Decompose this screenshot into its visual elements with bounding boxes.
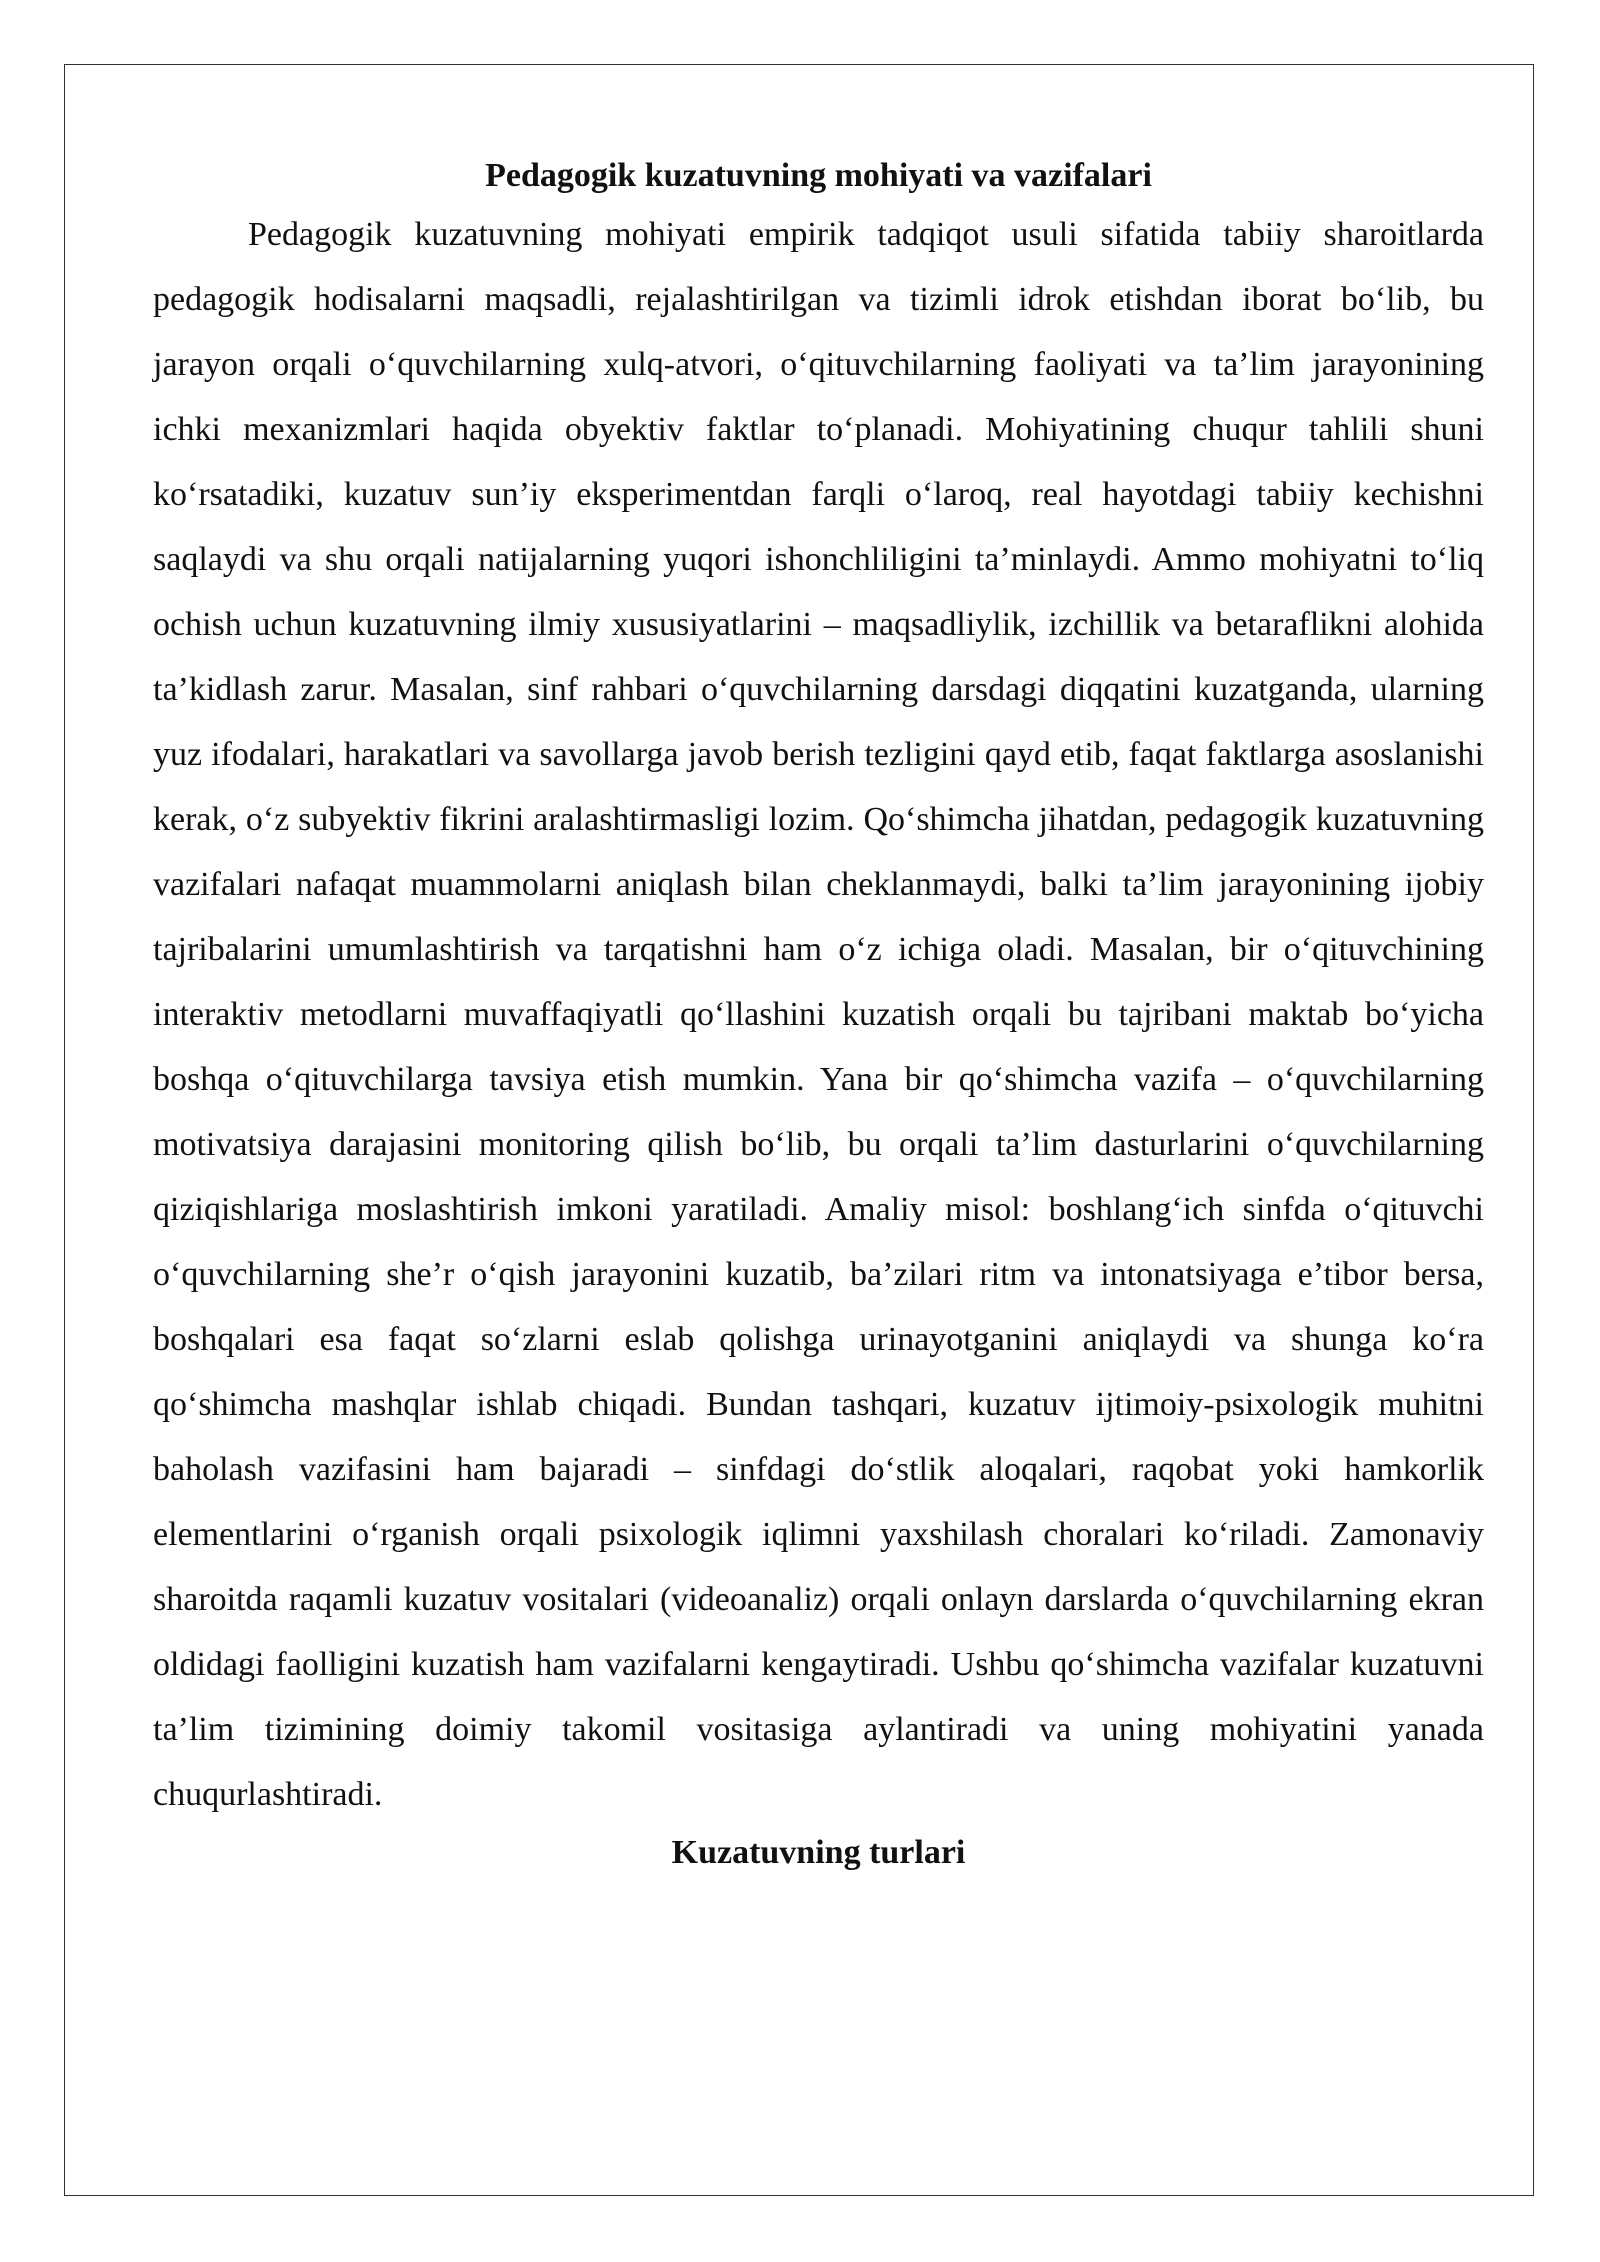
document-title: Pedagogik kuzatuvning mohiyati va vazifalari <box>485 157 1152 194</box>
body-paragraph: Pedagogik kuzatuvning mohiyati empirik tadqiqot usuli sifatida tabiiy sharoitlarda pedagogik hodisalarni maqsadli, rejalashtirilgan va tizimli idrok etishdan iborat bo‘lib, bu jarayon orqali o‘quvchilarning xulq-atvori, o‘qituvchilarning faoliyati va ta’lim jarayonining ichki mexanizmlari haqida obyektiv faktlar to‘planadi. Mohiyatining chuqur tahlili shuni ko‘rsatadiki, kuzatuv sun’iy eksperimentdan farqli o‘laroq, real hayotdagi tabiiy kechishni saqlaydi va shu orqali natijalarning yuqori ishonchliligini ta’minlaydi. Ammo mohiyatni to‘liq ochish uchun kuzatuvning ilmiy xususiyatlarini – maqsadliylik, izchillik va betaraflikni alohida ta’kidlash zarur. Masalan, sinf rahbari o‘quvchilarning darsdagi diqqatini kuzatganda, ularning yuz ifodalari, harakatlari va savollarga javob berish tezligini qayd etib, faqat faktlarga asoslanishi kerak, o‘z subyektiv fikrini aralashtirmasligi lozim. Qo‘shimcha jihatdan, pedagogik kuzatuvning vazifalari nafaqat muammolarni aniqlash bilan cheklanmaydi, balki ta’lim jarayonining ijobiy tajribalarini umumlashtirish va tarqatishni ham o‘z ichiga oladi. Masalan, bir o‘qituvchining interaktiv metodlarni muvaffaqiyatli qo‘llashini kuzatish orqali bu tajribani maktab bo‘yicha boshqa o‘qituvchilarga tavsiya etish mumkin. Yana bir qo‘shimcha vazifa – o‘quvchilarning motivatsiya darajasini monitoring qilish bo‘lib, bu orqali ta’lim dasturlarini o‘quvchilarning qiziqishlariga moslashtirish imkoni yaratiladi. Amaliy misol: boshlang‘ich sinfda o‘qituvchi o‘quvchilarning she’r o‘qish jarayonini kuzatib, ba’zilari ritm va intonatsiyaga e’tibor bersa, boshqalari esa faqat so‘zlarni eslab qolishga urinayotganini aniqlaydi va shunga ko‘ra qo‘shimcha mashqlar ishlab chiqadi. Bundan tashqari, kuzatuv ijtimoiy-psixologik muhitni baholash vazifasini ham bajaradi – sinfdagi do‘stlik aloqalari, raqobat yoki hamkorlik elementlarini o‘rganish orqali psixologik iqlimni yaxshilash choralari ko‘riladi. Zamonaviy sharoitda raqamli kuzatuv vositalari (videoanaliz) orqali onlayn darslarda o‘quvchilarning ekran oldidagi faolligini kuzatish ham vazifalarni kengaytiradi. Ushbu qo‘shimcha vazifalar kuzatuvni ta’lim tizimining doimiy takomil vositasiga aylantiradi va uning mohiyatini yanada chuqurlashtiradi. <box>153 216 1484 1813</box>
section-heading: Kuzatuvning turlari <box>671 1834 966 1871</box>
document-content <box>153 150 1484 1879</box>
